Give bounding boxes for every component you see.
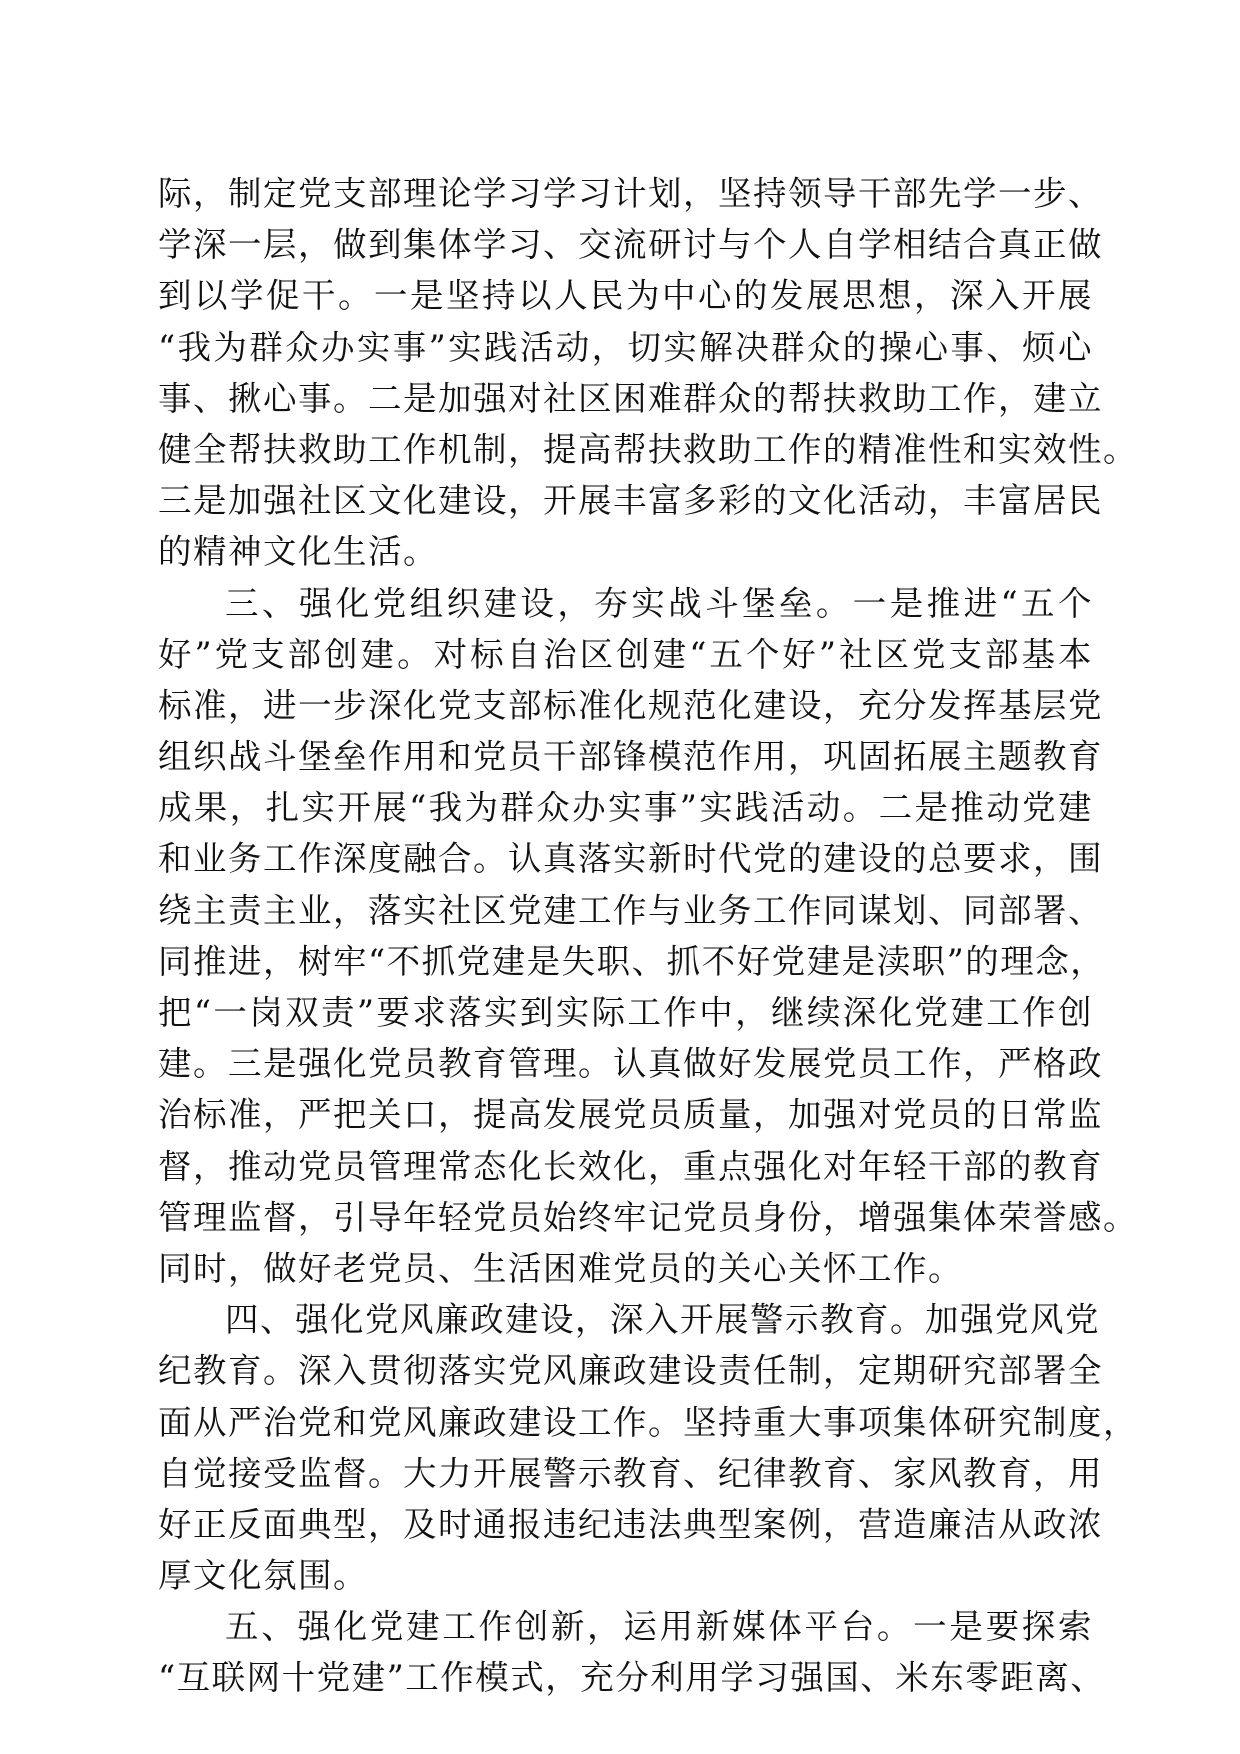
document-line: “互联网十党建”工作模式，充分利用学习强国、米东零距离、: [158, 1658, 1106, 1698]
document-line: 四、强化党风廉政建设，深入开展警示教育。加强党风党: [225, 1300, 1100, 1340]
document-line: 好”党支部创建。对标自治区创建“五个好”社区党支部基本: [158, 634, 1093, 674]
document-line: 五、强化党建工作创新，运用新媒体平台。一是要探索: [225, 1607, 1093, 1647]
document-line: 的精神文化生活。: [158, 532, 438, 572]
document-line: 和业务工作深度融合。认真落实新时代党的建设的总要求，围: [158, 839, 1103, 879]
document-line: 学深一层，做到集体学习、交流研讨与个人自学相结合真正做: [158, 225, 1103, 265]
document-line: 自觉接受监督。大力开展警示教育、纪律教育、家风教育，用: [158, 1453, 1103, 1493]
document-line: 建。三是强化党员教育管理。认真做好发展党员工作，严格政: [158, 1044, 1103, 1084]
document-line: 际，制定党支部理论学习学习计划，坚持领导干部先学一步、: [158, 174, 1103, 213]
document-line: 治标准，严把关口，提高发展党员质量，加强对党员的日常监: [158, 1095, 1103, 1135]
document-line: 管理监督，引导年轻党员始终牢记党员身份，增强集体荣誉感。: [158, 1197, 1138, 1237]
document-line: 健全帮扶救助工作机制，提高帮扶救助工作的精准性和实效性。: [158, 429, 1138, 469]
document-line: “我为群众办实事”实践活动，切实解决群众的操心事、烦心: [158, 327, 1093, 367]
document-line: 把“一岗双责”要求落实到实际工作中，继续深化党建工作创: [158, 993, 1093, 1032]
document-line: 组织战斗堡垒作用和党员干部锋模范作用，巩固拓展主题教育: [158, 737, 1103, 777]
document-body: [158, 168, 1138, 1704]
document-line: 三是加强社区文化建设，开展丰富多彩的文化活动，丰富居民: [158, 481, 1103, 521]
document-line: 纪教育。深入贯彻落实党风廉政建设责任制，定期研究部署全: [158, 1351, 1103, 1391]
document-line: 标准，进一步深化党支部标准化规范化建设，充分发挥基层党: [158, 685, 1103, 725]
document-line: 面从严治党和党风廉政建设工作。坚持重大事项集体研究制度，: [158, 1402, 1138, 1442]
document-line: 到以学促干。一是坚持以人民为中心的发展思想，深入开展: [158, 276, 1093, 316]
document-line: 三、强化党组织建设，夯实战斗堡垒。一是推进“五个: [225, 583, 1093, 623]
document-line: 同时，做好老党员、生活困难党员的关心关怀工作。: [158, 1248, 963, 1288]
document-line: 同推进，树牢“不抓党建是失职、抓不好党建是渎职”的理念，: [158, 941, 1106, 981]
document-line: 成果，扎实开展“我为群众办实事”实践活动。二是推动党建: [158, 788, 1093, 828]
document-line: 厚文化氛围。: [158, 1556, 368, 1596]
document-line: 绕主责主业，落实社区党建工作与业务工作同谋划、同部署、: [158, 890, 1103, 930]
document-line: 督，推动党员管理常态化长效化，重点强化对年轻干部的教育: [158, 1146, 1103, 1186]
document-line: 事、揪心事。二是加强对社区困难群众的帮扶救助工作，建立: [158, 378, 1103, 418]
document-line: 好正反面典型，及时通报违纪违法典型案例，营造廉洁从政浓: [158, 1504, 1103, 1544]
